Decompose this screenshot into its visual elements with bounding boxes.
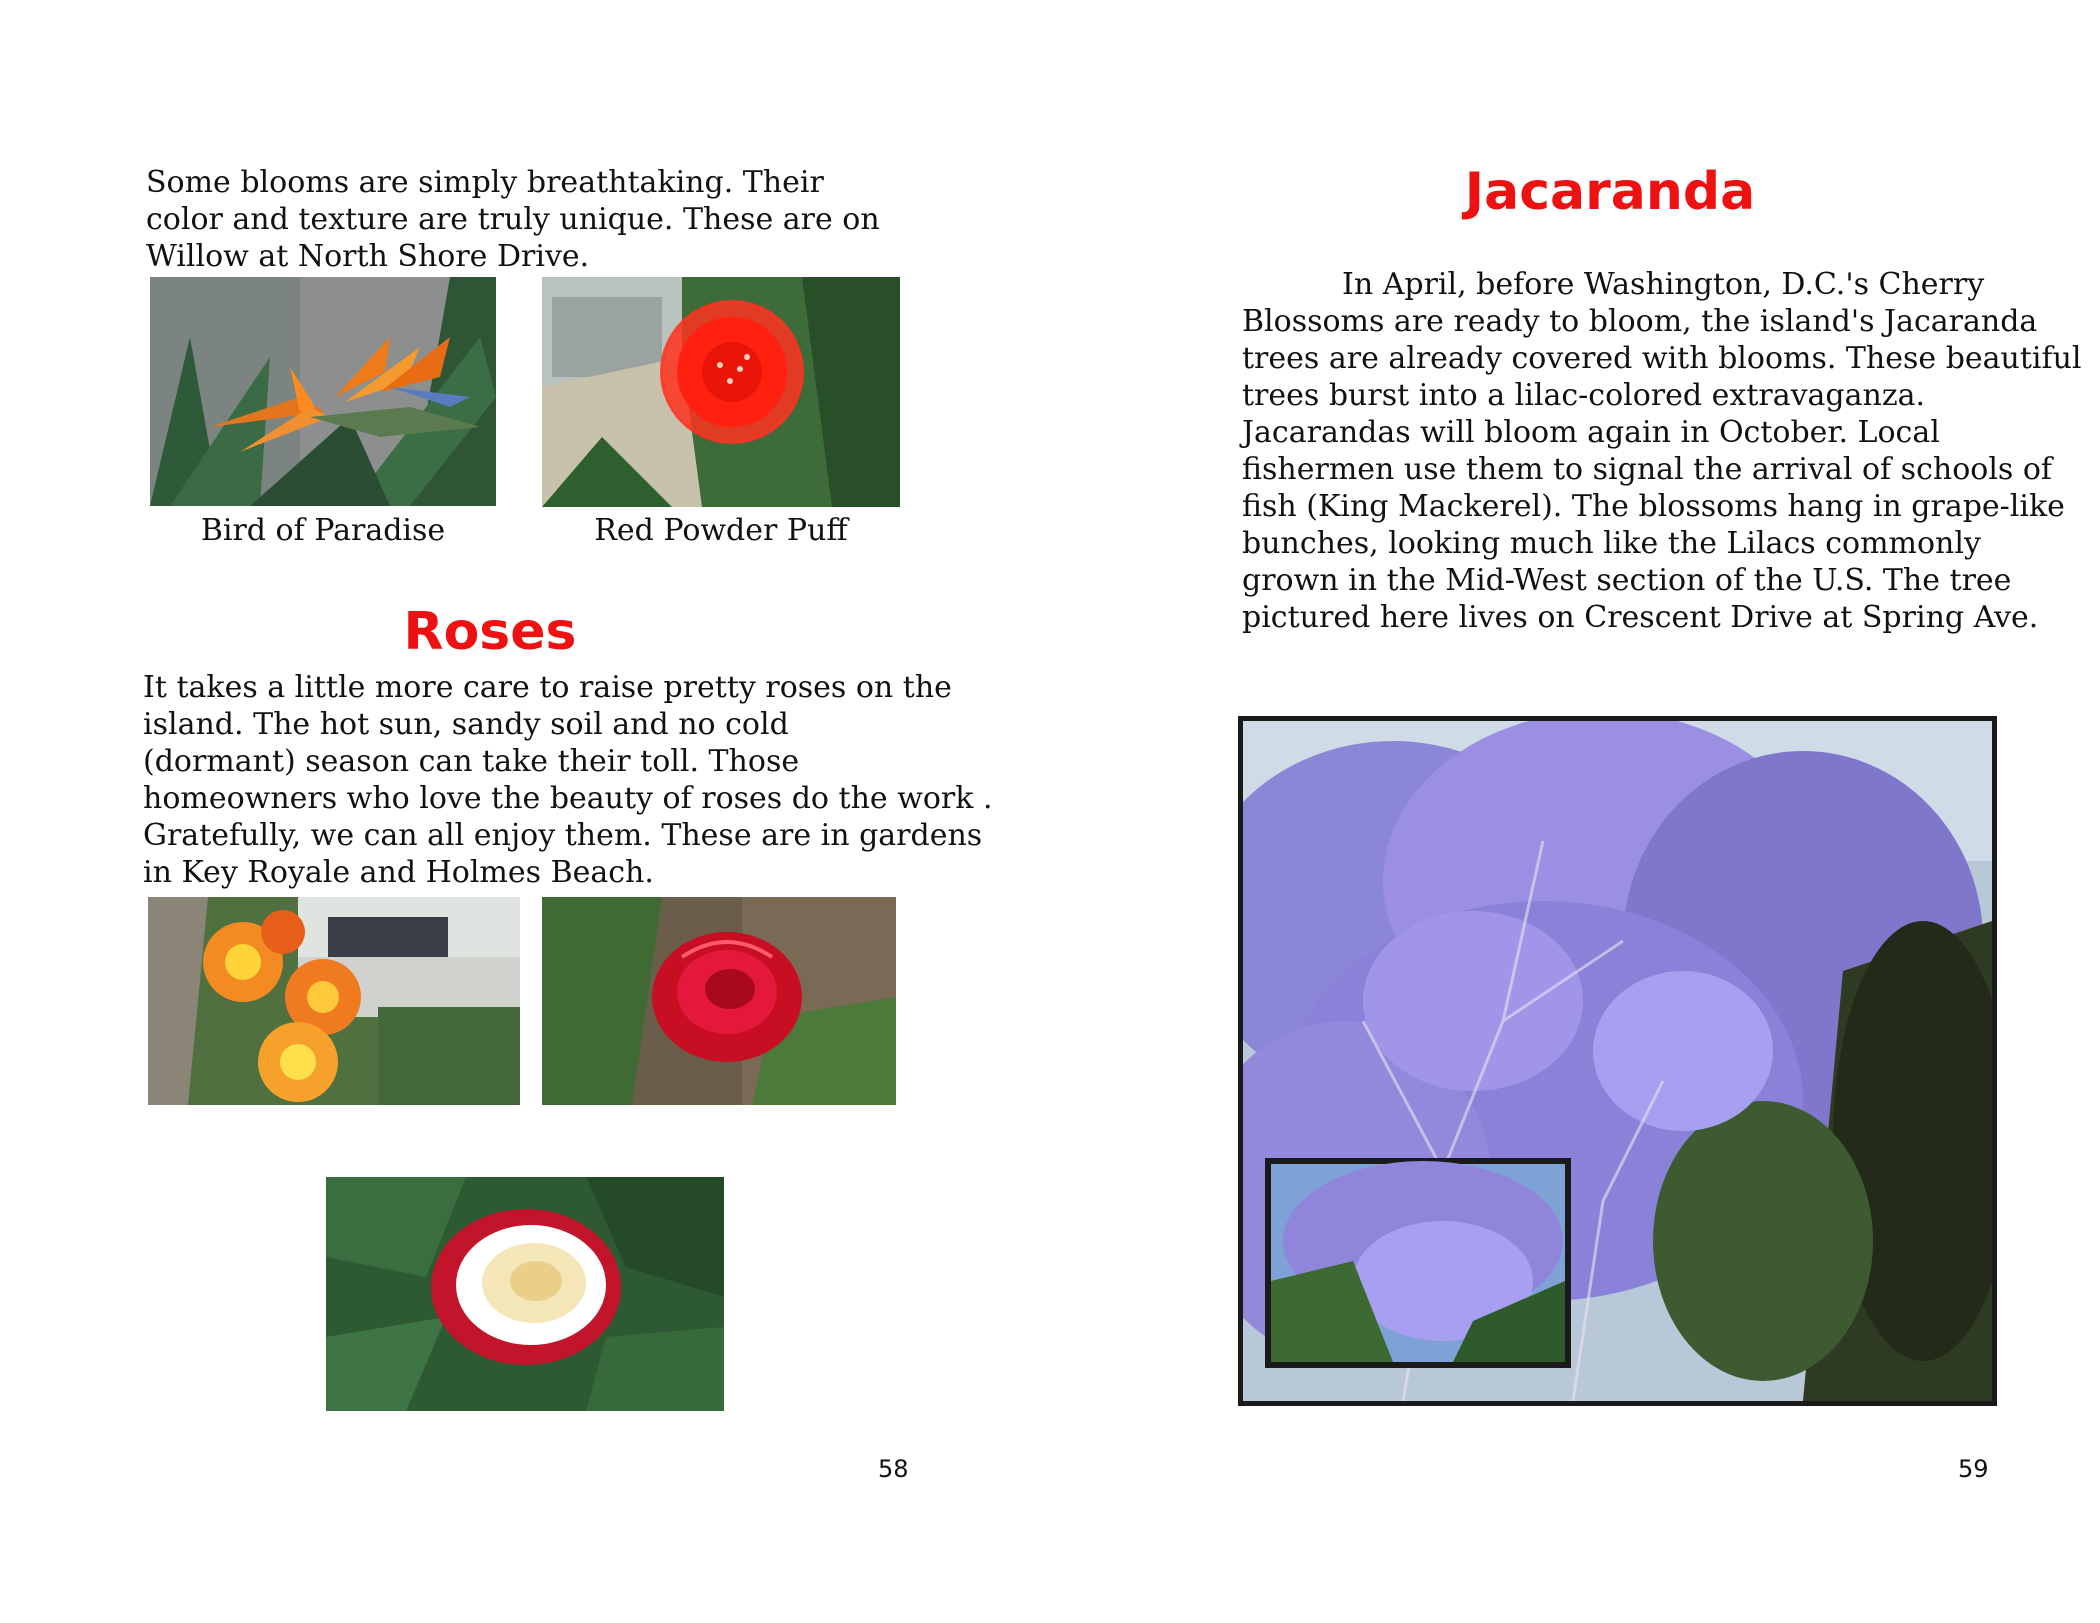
jacaranda-heading: Jacaranda xyxy=(1464,162,1756,222)
page-number-right: 59 xyxy=(1958,1455,1989,1483)
jacaranda-line: pictured here lives on Crescent Drive at Spring Ave. xyxy=(1242,600,2039,635)
jacaranda-line: fishermen use them to signal the arrival of schools of xyxy=(1242,452,2053,487)
bicolor-rose-photo xyxy=(326,1177,724,1411)
intro-line: Willow at North Shore Drive. xyxy=(146,239,590,274)
jacaranda-line: trees burst into a lilac-colored extravaganza. xyxy=(1242,378,1926,413)
red-powder-puff-caption: Red Powder Puff xyxy=(594,513,848,548)
red-rose-photo xyxy=(542,897,896,1105)
bird-of-paradise-caption: Bird of Paradise xyxy=(200,513,446,548)
intro-paragraph xyxy=(146,164,880,275)
roses-line: in Key Royale and Holmes Beach. xyxy=(143,855,654,890)
roses-paragraph xyxy=(143,669,993,891)
jacaranda-line: trees are already covered with blooms. These beautiful xyxy=(1242,341,2082,376)
jacaranda-line: Jacarandas will bloom again in October. Local xyxy=(1242,415,1940,450)
roses-heading: Roses xyxy=(403,602,577,662)
jacaranda-line: bunches, looking much like the Lilacs commonly xyxy=(1242,526,1981,561)
page-number-left: 58 xyxy=(878,1455,909,1483)
bird-of-paradise-photo xyxy=(150,277,496,506)
roses-line: Gratefully, we can all enjoy them. These are in gardens xyxy=(143,818,983,853)
jacaranda-line: grown in the Mid-West section of the U.S. The tree xyxy=(1242,563,2012,598)
orange-roses-photo xyxy=(148,897,520,1105)
roses-line: (dormant) season can take their toll. Those xyxy=(143,744,800,779)
red-powder-puff-photo xyxy=(542,277,900,507)
roses-line: homeowners who love the beauty of roses do the work . xyxy=(143,781,993,816)
intro-line: color and texture are truly unique. These are on xyxy=(146,202,880,237)
jacaranda-paragraph xyxy=(1242,266,2082,636)
roses-line: island. The hot sun, sandy soil and no cold xyxy=(143,707,789,742)
jacaranda-tree-photo xyxy=(1238,716,1997,1406)
intro-line: Some blooms are simply breathtaking. Their xyxy=(146,165,824,200)
jacaranda-line: In April, before Washington, D.C.'s Cherry xyxy=(1342,267,1985,302)
jacaranda-line: Blossoms are ready to bloom, the island's Jacaranda xyxy=(1242,304,2038,339)
roses-line: It takes a little more care to raise pretty roses on the xyxy=(143,670,952,705)
jacaranda-line: fish (King Mackerel). The blossoms hang in grape-like xyxy=(1242,489,2065,524)
right-page xyxy=(1050,0,2100,1623)
